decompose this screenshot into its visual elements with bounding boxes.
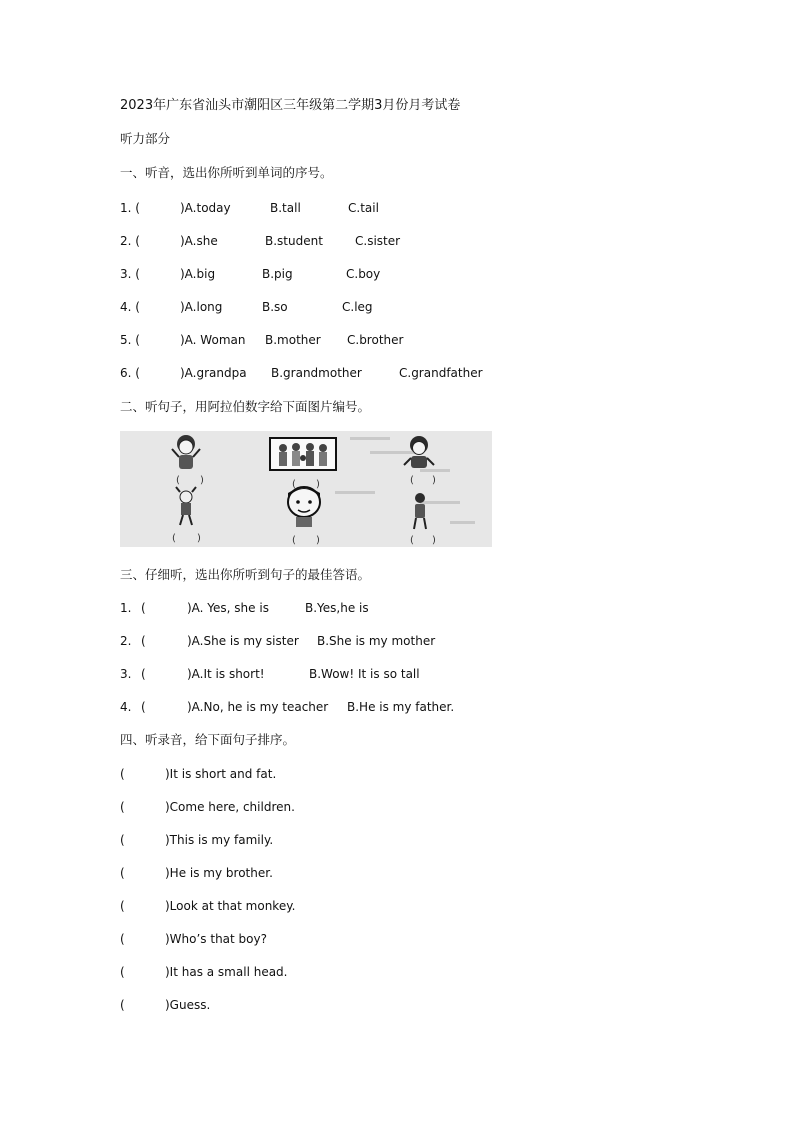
option-a: )A.She is my sister <box>187 634 299 648</box>
sentence-text: )It is short and fat. <box>165 767 277 781</box>
answer-paren: ( <box>141 700 146 714</box>
sentence-text: )Look at that monkey. <box>165 899 296 913</box>
answer-paren: ( <box>120 899 125 913</box>
svg-text:): ) <box>432 475 436 486</box>
svg-text:(: ( <box>172 533 176 544</box>
item-number: 3. ( <box>120 267 140 281</box>
sentence-text: )Come here, children. <box>165 800 295 814</box>
item-number: 4. <box>120 700 132 714</box>
option-b: B.so <box>262 300 288 314</box>
answer-paren: ( <box>120 767 125 781</box>
item-number: 5. ( <box>120 333 140 347</box>
svg-text:): ) <box>316 535 320 546</box>
section1-heading: 一、听音，选出你所听到单词的序号。 <box>120 165 333 180</box>
answer-paren: ( <box>120 932 125 946</box>
option-a: )A.big <box>180 267 216 281</box>
option-c: C.grandfather <box>399 366 483 380</box>
answer-paren: ( <box>120 998 125 1012</box>
section2-heading: 二、听句子，用阿拉伯数字给下面图片编号。 <box>120 399 371 414</box>
answer-paren: ( <box>141 634 146 648</box>
sentence-text: )Guess. <box>165 998 211 1012</box>
option-b: B.He is my father. <box>347 700 455 714</box>
svg-text:(: ( <box>410 475 414 486</box>
svg-text:(: ( <box>292 479 296 490</box>
item-number: 4. ( <box>120 300 140 314</box>
item-number: 1. <box>120 601 132 615</box>
answer-paren: ( <box>120 965 125 979</box>
section3-heading: 三、仔细听，选出你所听到句子的最佳答语。 <box>120 567 371 582</box>
option-b: B.Wow! It is so tall <box>309 667 420 681</box>
item-number: 2. <box>120 634 132 648</box>
option-c: C.brother <box>347 333 404 347</box>
option-b: B.student <box>265 234 323 248</box>
svg-text:(: ( <box>176 475 180 486</box>
answer-paren: ( <box>120 833 125 847</box>
option-b: B.pig <box>262 267 293 281</box>
item-number: 1. ( <box>120 201 140 215</box>
option-a: )A.grandpa <box>180 366 247 380</box>
sentence-text: )It has a small head. <box>165 965 288 979</box>
option-a: )A.she <box>180 234 218 248</box>
item-number: 3. <box>120 667 132 681</box>
svg-text:(: ( <box>410 535 414 546</box>
item-number: 6. ( <box>120 366 140 380</box>
cartoon-figures-image <box>120 431 492 547</box>
family-photo-icon <box>270 438 336 470</box>
option-b: B.Yes,he is <box>305 601 369 615</box>
option-b: B.mother <box>265 333 321 347</box>
option-b: B.grandmother <box>271 366 362 380</box>
answer-paren: ( <box>120 866 125 880</box>
option-b: B.She is my mother <box>317 634 436 648</box>
option-c: C.leg <box>342 300 373 314</box>
option-c: C.tail <box>348 201 379 215</box>
answer-paren: ( <box>141 667 146 681</box>
option-b: B.tall <box>270 201 301 215</box>
section4-heading: 四、听录音，给下面句子排序。 <box>120 732 296 747</box>
sentence-text: )He is my brother. <box>165 866 273 880</box>
sentence-text: )Who’s that boy? <box>165 932 267 946</box>
option-c: C.sister <box>355 234 401 248</box>
option-a: )A.It is short! <box>187 667 265 681</box>
svg-text:): ) <box>197 533 201 544</box>
picture-panel <box>120 431 492 547</box>
svg-text:): ) <box>432 535 436 546</box>
answer-paren: ( <box>120 800 125 814</box>
part-heading: 听力部分 <box>120 131 171 146</box>
sentence-text: )This is my family. <box>165 833 274 847</box>
item-number: 2. ( <box>120 234 140 248</box>
svg-text:): ) <box>200 475 204 486</box>
exam-title: 2023年广东省汕头市潮阳区三年级第二学期3月份月考试卷 <box>120 98 461 113</box>
option-a: )A. Woman <box>180 333 246 347</box>
option-a: )A. Yes, she is <box>187 601 269 615</box>
svg-text:): ) <box>316 479 320 490</box>
option-c: C.boy <box>346 267 381 281</box>
option-a: )A.today <box>180 201 231 215</box>
svg-text:(: ( <box>292 535 296 546</box>
option-a: )A.No, he is my teacher <box>187 700 329 714</box>
option-a: )A.long <box>180 300 223 314</box>
answer-paren: ( <box>141 601 146 615</box>
